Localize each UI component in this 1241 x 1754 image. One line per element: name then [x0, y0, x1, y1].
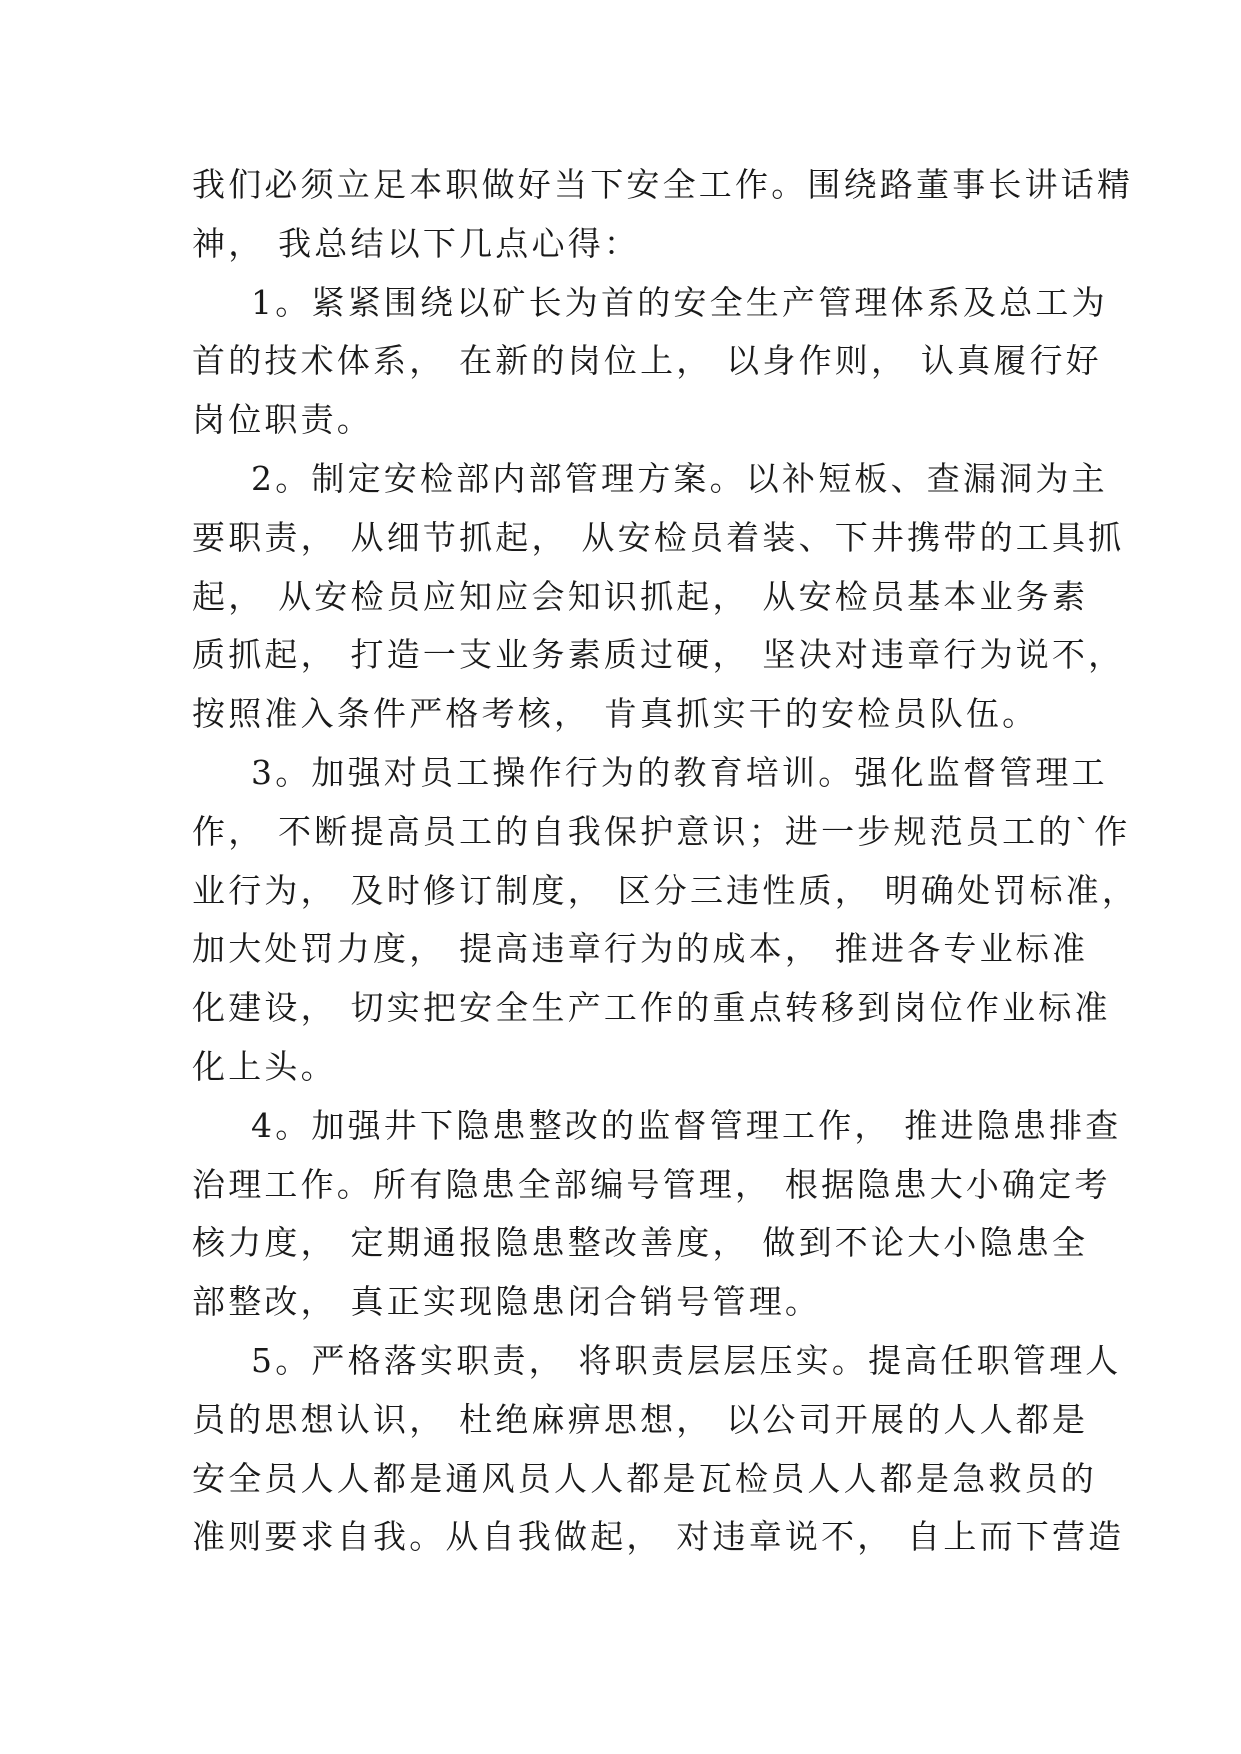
text-line: 核力度， 定期通报隐患整改善度， 做到不论大小隐患全	[192, 1223, 1089, 1263]
text-line-item-4-start: 4。加强井下隐患整改的监督管理工作， 推进隐患排查	[251, 1105, 1122, 1145]
text-line: 准则要求自我。从自我做起， 对违章说不， 自上而下营造	[192, 1517, 1125, 1557]
text-line: 神， 我总结以下几点心得：	[192, 223, 641, 263]
text-line: 安全员人人都是通风员人人都是瓦检员人人都是急救员的	[192, 1458, 1097, 1498]
text-line-item-1-start: 1。紧紧围绕以矿长为首的安全生产管理体系及总工为	[251, 282, 1108, 322]
text-line-item-5-start: 5。严格落实职责， 将职责层层压实。提高任职管理人	[251, 1340, 1122, 1380]
text-line: 化建设， 切实把安全生产工作的重点转移到岗位作业标准	[192, 988, 1111, 1028]
body-text	[192, 156, 1139, 1567]
text-line: 我们必须立足本职做好当下安全工作。围绕路董事长讲话精	[192, 165, 1134, 204]
text-line: 业行为， 及时修订制度， 区分三违性质， 明确处罚标准，	[192, 870, 1139, 910]
text-line: 首的技术体系， 在新的岗位上， 以身作则， 认真履行好	[192, 341, 1102, 381]
text-line: 员的思想认识， 杜绝麻痹思想， 以公司开展的人人都是	[192, 1399, 1089, 1439]
text-line: 加大处罚力度， 提高违章行为的成本， 推进各专业标准	[192, 929, 1089, 969]
text-line-item-3-start: 3。加强对员工操作行为的教育培训。强化监督管理工	[251, 752, 1108, 792]
text-line: 岗位职责。	[192, 400, 373, 440]
text-line: 化上头。	[192, 1046, 337, 1086]
text-line: 作， 不断提高员工的自我保护意识；进一步规范员工的`作	[192, 811, 1131, 851]
text-line: 部整改， 真正实现隐患闭合销号管理。	[192, 1282, 822, 1322]
text-line: 起， 从安检员应知应会知识抓起， 从安检员基本业务素	[192, 576, 1089, 616]
text-line: 质抓起， 打造一支业务素质过硬， 坚决对违章行为说不，	[192, 635, 1125, 675]
text-line: 要职责， 从细节抓起， 从安检员着装、下井携带的工具抓	[192, 517, 1125, 557]
text-line: 治理工作。所有隐患全部编号管理， 根据隐患大小确定考	[192, 1164, 1111, 1204]
text-line-item-2-start: 2。制定安检部内部管理方案。以补短板、查漏洞为主	[251, 458, 1108, 498]
text-line: 按照准入条件严格考核， 肯真抓实干的安检员队伍。	[192, 694, 1039, 734]
